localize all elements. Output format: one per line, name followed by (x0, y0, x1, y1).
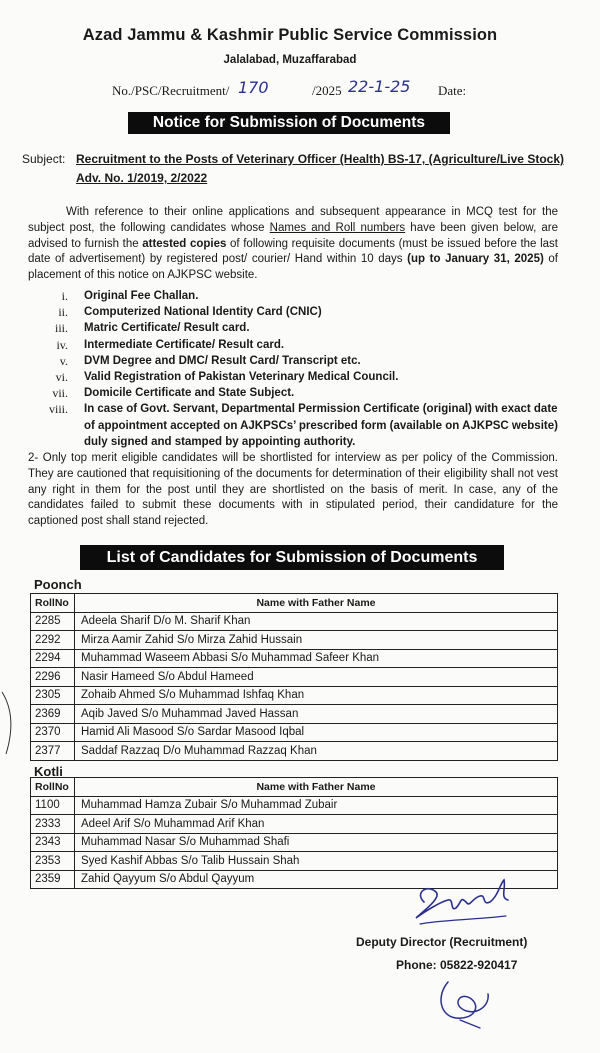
signatory-phone: Phone: 05822-920417 (396, 958, 518, 972)
signatory-title: Deputy Director (Recruitment) (356, 935, 528, 949)
table-row: 2294 Muhammad Waseem Abbasi S/o Muhammad Safeer Khan (31, 649, 558, 668)
document-item: i. Original Fee Challan. (61, 289, 199, 303)
required-documents-list (28, 288, 560, 450)
table-header-row (31, 594, 558, 613)
table-row: 2353 Syed Kashif Abbas S/o Talib Hussain Shah (31, 852, 558, 871)
column-header-rollno: RollNo (31, 594, 75, 613)
reference-year: /2025 (312, 83, 342, 98)
table-row: 2305 Zohaib Ahmed S/o Muhammad Ishfaq Khan (31, 686, 558, 705)
para1-bold-deadline: (up to January 31, 2025) (407, 253, 544, 266)
document-item: ii. Computerized National Identity Card (CNIC) (58, 305, 322, 320)
para1-text-3: of following requisite documents (must be issued before the last date of advertisement) by registered post/ courier/ Hand within 10 days (28, 237, 558, 266)
table-row: 2292 Mirza Aamir Zahid S/o Mirza Zahid Hussain (31, 631, 558, 650)
organization-address: Jalalabad, Muzaffarabad (223, 54, 357, 66)
organization-title: Azad Jammu & Kashmir Public Service Commission (82, 26, 498, 44)
signature-image (410, 872, 520, 932)
document-item: vi. Valid Registration of Pakistan Veterinary Medical Council. (55, 370, 399, 385)
para1-text-1: With reference to their online applications and subsequent appearance in MCQ test for the subject post, the following candidates whose (28, 206, 558, 234)
table-row: 2359 Zahid Qayyum S/o Abdul Qayyum (31, 870, 558, 889)
para1-underlined: Names and Roll numbers (269, 221, 406, 234)
candidate-list-title-banner: List of Candidates for Submission of Documents (80, 545, 504, 570)
table-row: 1100 Muhammad Hamza Zubair S/o Muhammad Zubair (31, 796, 558, 815)
notice-title-banner: Notice for Submission of Documents (128, 112, 450, 134)
reference-line (112, 77, 582, 101)
table-header-row (31, 778, 558, 797)
document-item: v. DVM Degree and DMC/ Result Card/ Transcript etc. (59, 353, 361, 368)
subject-label: Subject: (22, 152, 66, 166)
document-item: iii. Matric Certificate/ Result card. (54, 321, 250, 336)
table-row: 2296 Nasir Hameed S/o Abdul Hameed (31, 668, 558, 687)
reference-prefix: No./PSC/Recruitment/ (112, 83, 230, 98)
column-header-name: Name with Father Name (75, 778, 558, 797)
document-item: vii. Domicile Certificate and State Subject. (52, 386, 295, 401)
table-row: 2369 Aqib Javed S/o Muhammad Javed Hassan (31, 705, 558, 724)
subject-text: Recruitment to the Posts of Veterinary Officer (Health) BS-17, (Agriculture/Live Stock) Adv. No. 1/2019, 2/2022 (76, 152, 564, 185)
para1-text-4: of placement of this notice on AJKPSC website. (28, 253, 558, 282)
candidates-table-poonch (30, 593, 558, 761)
group-label-kotli: Kotli (34, 764, 63, 779)
date-label: Date: (438, 83, 467, 98)
table-row: 2285 Adeela Sharif D/o M. Sharif Khan (31, 612, 558, 631)
para1-bold-attested: attested copies (142, 237, 227, 250)
column-header-rollno: RollNo (31, 778, 75, 797)
para1-text-2: have been given below, are advised to furnish the (28, 221, 559, 250)
table-row: 2343 Muhammad Nasar S/o Muhammad Shafi (31, 833, 558, 852)
document-item: iv. Intermediate Certificate/ Result card. (56, 337, 285, 352)
table-row: 2377 Saddaf Razzaq D/o Muhammad Razzaq Khan (31, 742, 558, 761)
column-header-name: Name with Father Name (75, 594, 558, 613)
date-handwritten: 22-1-25 (348, 77, 411, 96)
reference-number-handwritten: 170 (238, 78, 269, 97)
group-label-poonch: Poonch (34, 577, 82, 592)
margin-pen-mark (0, 688, 20, 758)
initials-mark (430, 976, 510, 1032)
document-item: viii. In case of Govt. Servant, Departmental Permission Certificate (original) with exact date of appointment accepted on AJKPSCs’ prescribed form (available on AJKPSC website) duly signed and stamped by appointing authority. (48, 402, 558, 448)
table-row: 2333 Adeel Arif S/o Muhammad Arif Khan (31, 815, 558, 834)
shortlisting-paragraph: 2- Only top merit eligible candidates will be shortlisted for interview as per policy of the Commission. They are cautioned that requisitioning of the documents for determination of their eligibility shall not vest any right in them for the post until they are shortlisted on the basis of merit. In case, any of the candidates failed to submit these documents with in stipulated period, their candidature for the captioned post shall stand rejected. (28, 452, 558, 528)
instruction-paragraph (28, 205, 558, 284)
table-row: 2370 Hamid Ali Masood S/o Sardar Masood Iqbal (31, 723, 558, 742)
